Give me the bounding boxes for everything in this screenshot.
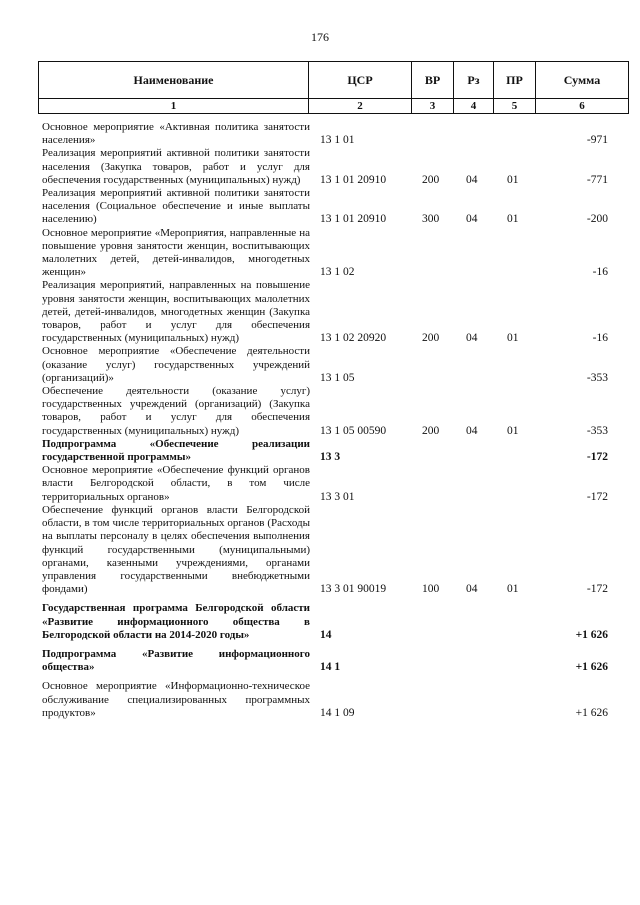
row-name: Реализация мероприятий активной политики занятости населения (Социальное обеспечение и иные выплаты населению) (42, 187, 310, 226)
row-csr: 13 1 05 (320, 371, 355, 384)
row-name: Государственная программа Белгородской области «Развитие информационного общества в Белгородской области на 2014-2020 годы» (42, 602, 310, 641)
page-number: 176 (311, 30, 329, 44)
table-row (42, 680, 628, 720)
header-col-number: 2 (309, 99, 412, 114)
table-row (42, 147, 628, 187)
row-csr: 13 3 01 90019 (320, 583, 387, 596)
table-row (42, 438, 628, 464)
header-col-number: 6 (536, 99, 629, 114)
row-sum: -353 (586, 371, 608, 384)
row-csr: 13 3 (320, 451, 341, 464)
table-row (42, 385, 628, 438)
row-sum: -353 (586, 424, 608, 437)
row-name: Основное мероприятие «Информационно-техническое обслуживание специализированных программных продуктов» (42, 680, 310, 719)
row-rz: 04 (466, 213, 478, 226)
row-sum: +1 626 (575, 661, 608, 674)
row-sum: -200 (586, 213, 608, 226)
header-pr: ПР (494, 62, 536, 99)
row-vr: 100 (422, 583, 440, 596)
row-csr: 13 1 01 (320, 134, 355, 147)
header-csr: ЦСР (309, 62, 412, 99)
row-vr: 200 (422, 173, 440, 186)
row-csr: 13 3 01 (320, 490, 355, 503)
row-sum: -172 (586, 583, 608, 596)
row-name: Обеспечение деятельности (оказание услуг) государственных учреждений (организаций) (Закупка товаров, работ и услуг для обеспечения государственных (муниципальных) нужд) (42, 385, 310, 437)
row-sum: -172 (586, 451, 608, 464)
header-sum: Сумма (536, 62, 629, 99)
row-sum: -172 (586, 490, 608, 503)
table-row (42, 187, 628, 227)
table-row (42, 227, 628, 280)
row-sum: +1 626 (575, 628, 608, 641)
row-vr: 300 (422, 213, 440, 226)
row-sum: -16 (592, 332, 608, 345)
row-pr: 01 (507, 173, 519, 186)
table-header (38, 61, 629, 114)
table-row (42, 464, 628, 504)
row-name: Обеспечение функций органов власти Белгородской области, в том числе территориальных органов (Расходы на выплаты персоналу в целях обеспечения выполнения функций государственными (муниципальными) органами, казенными учреждениями, органами управления государственными внебюджетными фондами) (42, 503, 310, 596)
row-rz: 04 (466, 583, 478, 596)
row-rz: 04 (466, 424, 478, 437)
row-csr: 13 1 01 20910 (320, 173, 387, 186)
row-csr: 13 1 02 20920 (320, 332, 387, 345)
header-rz: Рз (454, 62, 494, 99)
row-name: Реализация мероприятий, направленных на повышение уровня занятости женщин, воспитывающих малолетних детей, детей-инвалидов, многодетных женщин (Закупка товаров, работ и услуг для обеспечения государственных (муниципальных) нужд) (42, 279, 310, 345)
row-name: Основное мероприятие «Обеспечение деятельности (оказание услуг) государственных учреждений (организаций)» (42, 345, 310, 384)
header-vr: ВР (412, 62, 454, 99)
header-col-number: 4 (454, 99, 494, 114)
header-col-number: 5 (494, 99, 536, 114)
row-rz: 04 (466, 332, 478, 345)
row-pr: 01 (507, 583, 519, 596)
header-name: Наименование (39, 62, 309, 99)
table-row (42, 121, 628, 147)
row-name: Основное мероприятие «Обеспечение функций органов власти Белгородской области, в том числе территориальных органов» (42, 464, 310, 503)
header-col-number: 3 (412, 99, 454, 114)
row-csr: 13 1 01 20910 (320, 213, 387, 226)
row-rz: 04 (466, 173, 478, 186)
row-pr: 01 (507, 332, 519, 345)
row-name: Основное мероприятие «Мероприятия, направленные на повышение уровня занятости женщин, воспитывающих малолетних детей, детей-инвалидов, многодетных женщин» (42, 226, 310, 279)
row-sum: -771 (586, 173, 608, 186)
row-csr: 13 1 05 00590 (320, 424, 387, 437)
table-row (42, 648, 628, 674)
row-pr: 01 (507, 213, 519, 226)
row-csr: 14 (320, 628, 332, 641)
table-row (42, 504, 628, 596)
row-sum: -971 (586, 134, 608, 147)
table-body (42, 121, 628, 720)
row-sum: -16 (592, 266, 608, 279)
header-col-number: 1 (39, 99, 309, 114)
row-vr: 200 (422, 424, 440, 437)
row-sum: +1 626 (575, 706, 608, 719)
row-name: Подпрограмма «Развитие информационного общества» (42, 647, 310, 674)
row-name: Основное мероприятие «Активная политика занятости населения» (42, 121, 310, 147)
row-csr: 13 1 02 (320, 266, 355, 279)
table-row (42, 345, 628, 385)
row-name: Реализация мероприятий активной политики занятости населения (Закупка товаров, работ и услуг для обеспечения государственных (муниципальных) нужд) (42, 147, 310, 186)
table-row (42, 602, 628, 642)
row-csr: 14 1 09 (320, 706, 355, 719)
row-name: Подпрограмма «Обеспечение реализации государственной программы» (42, 437, 310, 464)
row-vr: 200 (422, 332, 440, 345)
row-pr: 01 (507, 424, 519, 437)
row-csr: 14 1 (320, 661, 341, 674)
table-row (42, 279, 628, 345)
